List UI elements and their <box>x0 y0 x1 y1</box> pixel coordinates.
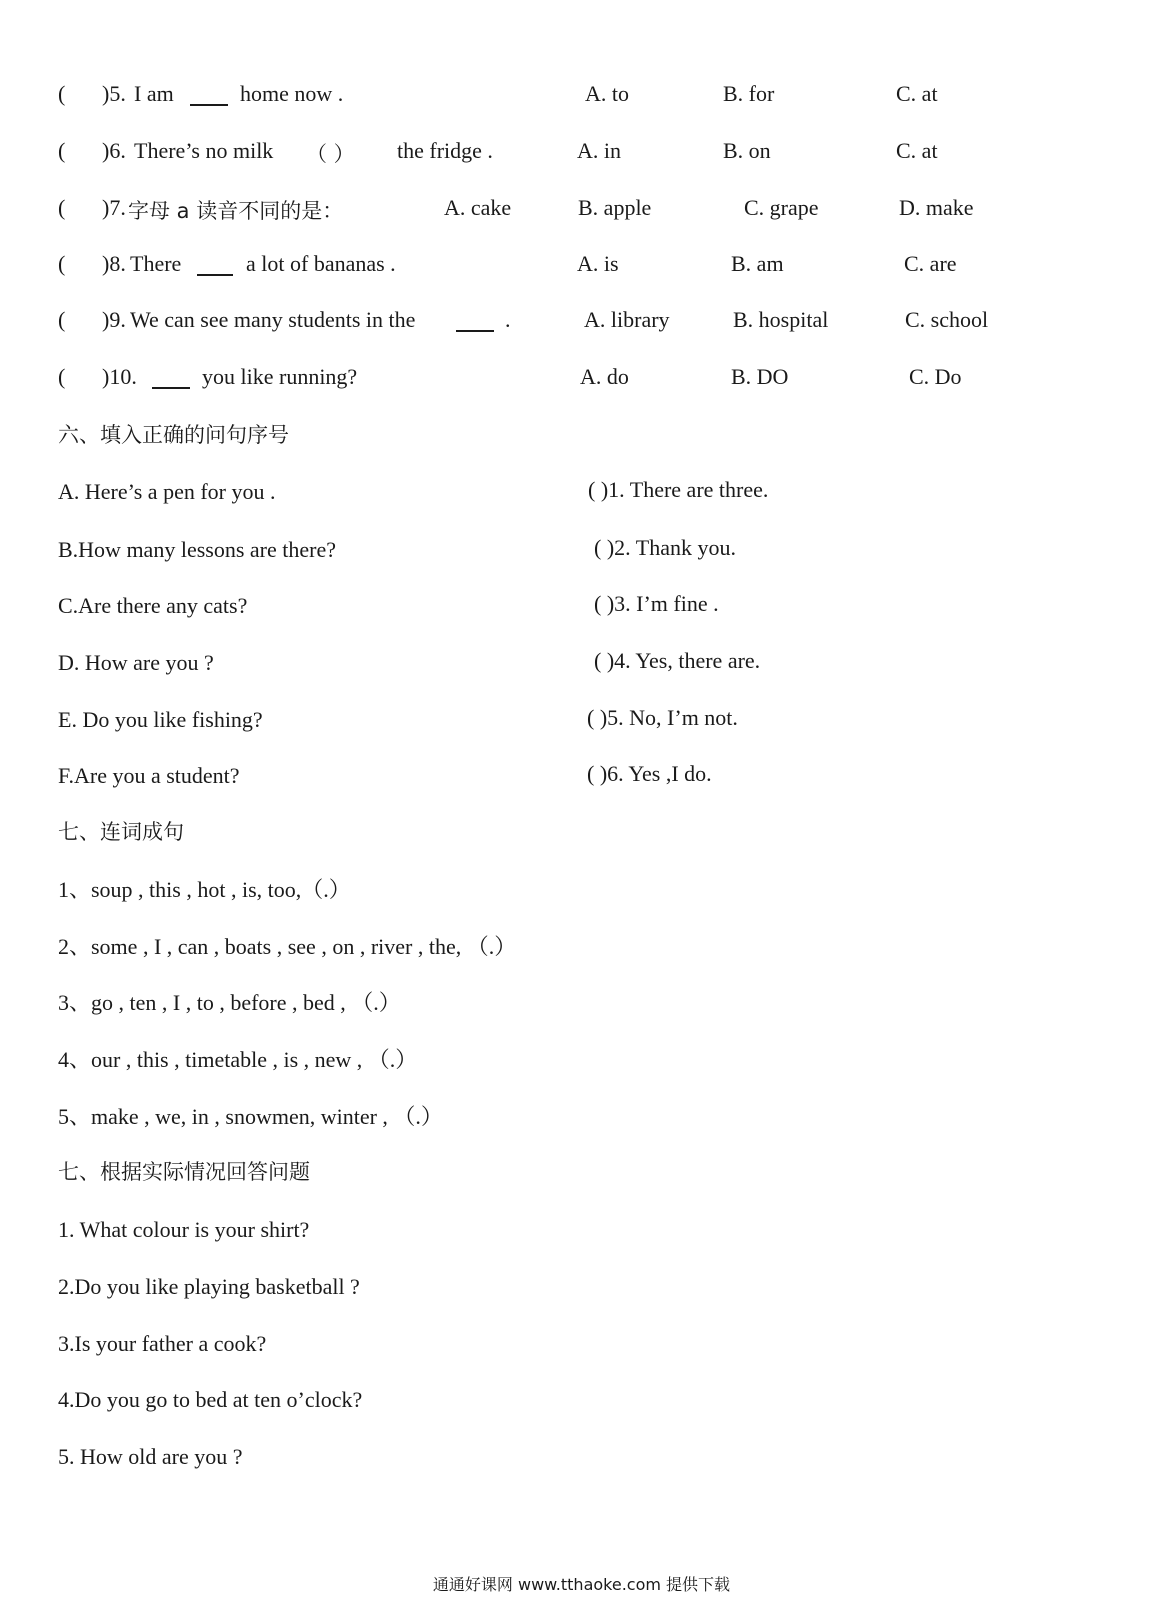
section-6-title: 六、填入正确的问句序号 <box>58 423 289 447</box>
option-b: B. for <box>723 81 775 106</box>
footer-credit: 通通好课网 www.tthaoke.com 提供下载 <box>432 1575 731 1594</box>
question-text-tail: you like running? <box>202 364 358 389</box>
question-item-3: 3.Is your father a cook? <box>58 1331 267 1356</box>
option-b: B. DO <box>731 364 789 389</box>
question-option-c: C.Are there any cats? <box>58 593 248 618</box>
sentence-item-1: 1、soup , this , hot , is, too,（.） <box>58 877 351 902</box>
section-7-title: 七、连词成句 <box>58 820 184 844</box>
question-item-2: 2.Do you like playing basketball ? <box>58 1274 360 1299</box>
option-b: B. apple <box>578 195 652 220</box>
answer-bracket: ( <box>58 251 66 276</box>
question-item-4: 4.Do you go to bed at ten o’clock? <box>58 1387 363 1412</box>
sentence-item-3: 3、go , ten , I , to , before , bed , （.） <box>58 990 401 1015</box>
section-7b-title: 七、根据实际情况回答问题 <box>58 1160 310 1184</box>
option-a: A. cake <box>444 195 512 220</box>
question-text-tail: the fridge . <box>397 138 493 163</box>
question-text: There’s no milk <box>134 138 274 163</box>
question-text: There <box>130 251 182 276</box>
option-a: A. is <box>577 251 619 276</box>
question-text-tail: a lot of bananas . <box>246 251 396 276</box>
question-number: )6. <box>102 138 126 163</box>
option-c: C. are <box>904 251 957 276</box>
option-b: B. on <box>723 138 771 163</box>
option-b: B. am <box>731 251 784 276</box>
sentence-item-5: 5、make , we, in , snowmen, winter , （.） <box>58 1104 443 1129</box>
answer-bracket: ( <box>58 138 66 163</box>
question-option-b: B.How many lessons are there? <box>58 537 336 562</box>
answer-row-5[interactable]: ( )5. No, I’m not. <box>587 705 738 730</box>
question-option-a: A. Here’s a pen for you . <box>58 479 276 504</box>
answer-bracket: ( <box>58 307 66 332</box>
answer-blank[interactable] <box>190 84 228 106</box>
question-option-e: E. Do you like fishing? <box>58 707 263 732</box>
answer-bracket: ( <box>58 81 66 106</box>
option-a: A. library <box>584 307 670 332</box>
answer-row-3[interactable]: ( )3. I’m fine . <box>594 591 719 616</box>
question-option-f: F.Are you a student? <box>58 763 240 788</box>
option-b: B. hospital <box>733 307 829 332</box>
question-option-d: D. How are you ? <box>58 650 214 675</box>
option-d: D. make <box>899 195 974 220</box>
answer-row-1[interactable]: ( )1. There are three. <box>588 477 769 502</box>
option-c: C. at <box>896 138 938 163</box>
option-c: C. at <box>896 81 938 106</box>
answer-blank[interactable] <box>197 254 233 276</box>
answer-row-2[interactable]: ( )2. Thank you. <box>594 535 736 560</box>
option-a: A. in <box>577 138 621 163</box>
sentence-item-4: 4、our , this , timetable , is , new , （.） <box>58 1047 418 1072</box>
question-number: )5. <box>102 81 126 106</box>
option-a: A. do <box>580 364 629 389</box>
question-text-tail: home now . <box>240 81 344 106</box>
option-c: C. school <box>905 307 989 332</box>
question-number: )9. <box>102 307 126 332</box>
answer-row-6[interactable]: ( )6. Yes ,I do. <box>587 761 712 786</box>
question-text-tail: . <box>505 307 511 332</box>
question-number: )10. <box>102 364 137 389</box>
option-c: C. grape <box>744 195 819 220</box>
option-c: C. Do <box>909 364 962 389</box>
question-text: We can see many students in the <box>130 307 416 332</box>
question-number: )7. <box>102 195 126 220</box>
question-text: 字母 a 读音不同的是： <box>128 199 344 223</box>
answer-bracket: ( <box>58 364 66 389</box>
option-a: A. to <box>585 81 629 106</box>
question-item-5: 5. How old are you ? <box>58 1444 243 1469</box>
sentence-item-2: 2、some , I , can , boats , see , on , river , the, （.） <box>58 934 517 959</box>
question-item-1: 1. What colour is your shirt? <box>58 1217 310 1242</box>
answer-blank[interactable] <box>152 367 190 389</box>
answer-bracket: ( <box>58 195 66 220</box>
answer-row-4[interactable]: ( )4. Yes, there are. <box>594 648 761 673</box>
question-number: )8. <box>102 251 126 276</box>
question-text: I am <box>134 81 174 106</box>
answer-bracket-inline[interactable]: （ ） <box>306 142 355 166</box>
answer-blank[interactable] <box>456 310 494 332</box>
